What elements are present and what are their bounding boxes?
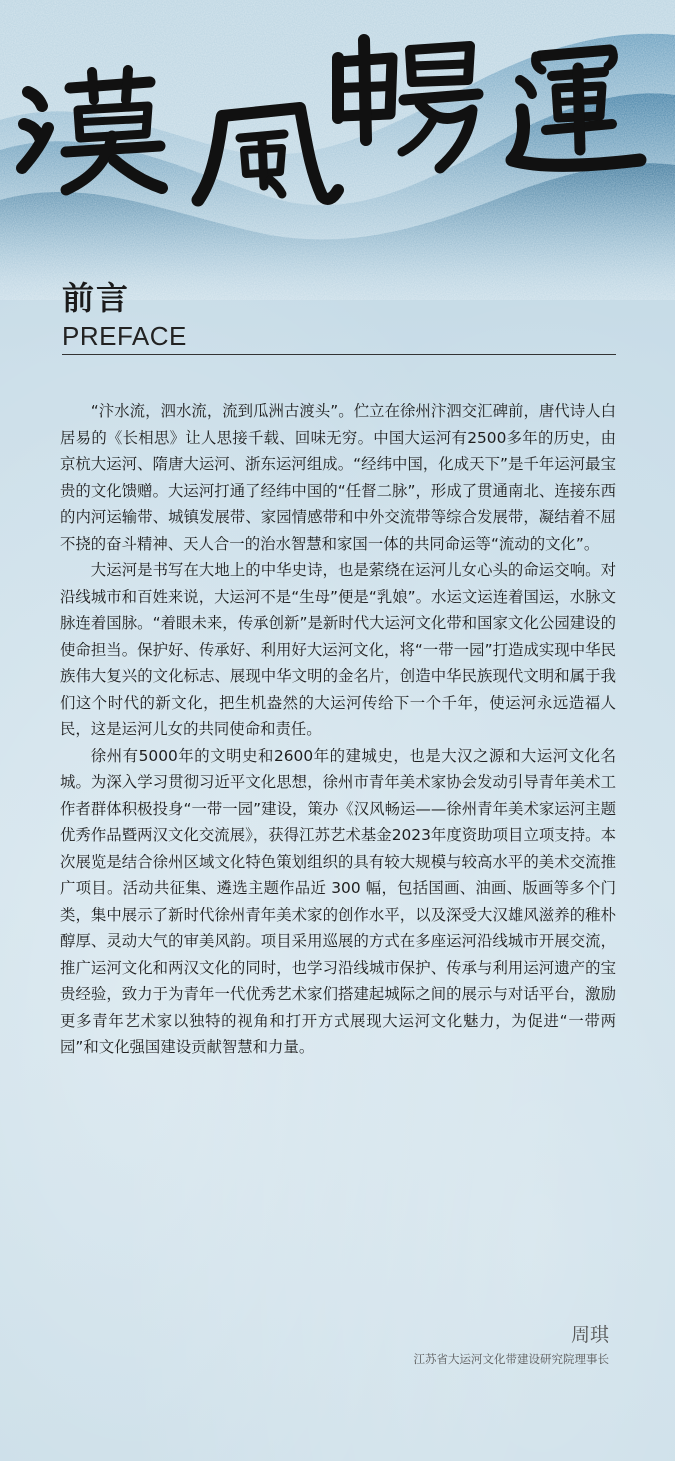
heading-divider	[62, 354, 616, 355]
body-paragraph-3: 徐州有5000年的文明史和2600年的建城史，也是大汉之源和大运河文化名城。为深入学习贯彻习近平文化思想，徐州市青年美术家协会发动引导青年美术工作者群体积极投身“一带一园”建设，策办《汉风畅运——徐州青年美术家运河主题优秀作品暨两汉文化交流展》，获得江苏艺术基金2023年度资助项目立项支持。本次展览是结合徐州区域文化特色策划组织的具有较大规模与较高水平的美术交流推广项目。活动共征集、遴选主题作品近 300 幅，包括国画、油画、版画等多个门类，集中展示了新时代徐州青年美术家的创作水平，以及深受大汉雄风滋养的稚朴醇厚、灵动大气的审美风韵。项目采用巡展的方式在多座运河沿线城市开展交流，推广运河文化和两汉文化的同时，也学习沿线城市保护、传承与利用运河遗产的宝贵经验，致力于为青年一代优秀艺术家们搭建起城际之间的展示与对话平台，激励更多青年艺术家以独特的视角和打开方式展现大运河文化魅力，为促进“一带两园”和文化强国建设贡献智慧和力量。	[60, 746, 616, 1056]
calligraphy-title-logo	[0, 0, 675, 220]
body-paragraph-2: 大运河是书写在大地上的中华史诗，也是萦绕在运河儿女心头的命运交响。对沿线城市和百姓来说，大运河不是“生母”便是“乳娘”。水运文运连着国运，水脉文脉连着国脉。“着眼未来，传承创新”是新时代大运河文化带和国家文化公园建设的使命担当。保护好、传承好、利用好大运河文化，将“一带一园”打造成实现中华民族伟大复兴的文化标志、展现中华文明的金名片，创造中华民族现代文明和属于我们这个时代的新文化，把生机盎然的大运河传给下一个千年，使运河永远造福人民，这是运河儿女的共同使命和责任。	[60, 561, 616, 738]
preface-body	[60, 398, 616, 1061]
calligraphy-char-yun	[512, 50, 640, 165]
preface-heading: 前言	[62, 279, 131, 317]
author-name: 周琪	[570, 1324, 609, 1346]
calligraphy-char-chang	[338, 40, 478, 168]
preface-subheading: PREFACE	[62, 321, 187, 351]
calligraphy-char-feng	[198, 108, 338, 200]
body-paragraph-1: “汴水流，泗水流，流到瓜洲古渡头”。伫立在徐州汴泗交汇碑前，唐代诗人白居易的《长相思》让人思接千载、回味无穷。中国大运河有2500多年的历史，由京杭大运河、隋唐大运河、浙东运河组成。“经纬中国，化成天下”是千年运河最宝贵的文化馈赠。大运河打通了经纬中国的“任督二脉”，形成了贯通南北、连接东西的内河运输带、城镇发展带、家园情感带和中外交流带等综合发展带，凝结着不屈不挠的奋斗精神、天人合一的治水智慧和家国一体的共同命运等“流动的文化”。	[60, 402, 616, 553]
author-title: 江苏省大运河文化带建设研究院理事长	[413, 1352, 609, 1366]
calligraphy-char-han	[22, 70, 162, 190]
